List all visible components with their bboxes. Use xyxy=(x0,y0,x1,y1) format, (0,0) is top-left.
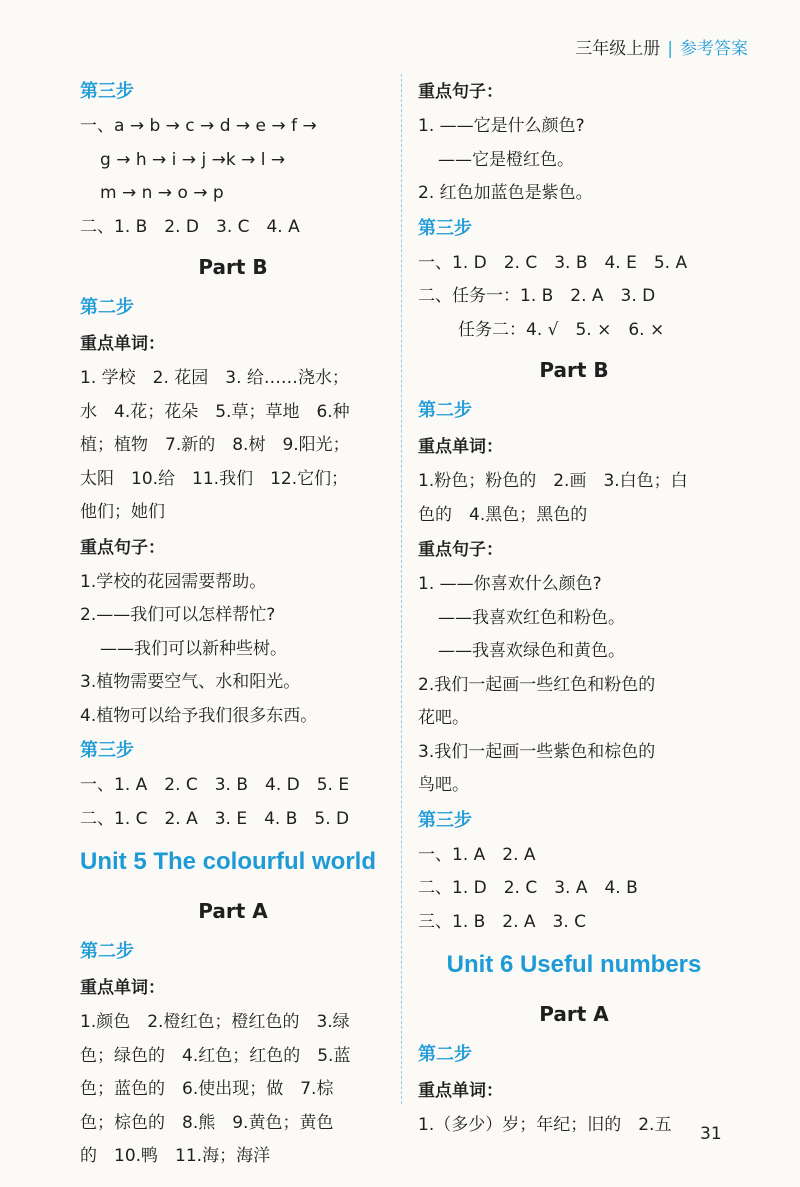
answer-line: 水 4.花；花朵 5.草；草地 6.种 xyxy=(80,401,350,422)
answer-line: 1.（多少）岁；年纪；旧的 2.五 xyxy=(418,1115,672,1135)
step-heading: 第三步 xyxy=(80,81,134,102)
answer-line: 色；蓝色的 6.使出现；做 7.棕 xyxy=(80,1079,334,1099)
header-divider: | xyxy=(667,39,673,59)
step-heading: 第二步 xyxy=(80,941,134,962)
answer-line: 二、1. C 2. A 3. E 4. B 5. D xyxy=(80,808,350,829)
section-label: 重点单词： xyxy=(80,978,165,998)
answer-line: 3.植物需要空气、水和阳光。 xyxy=(80,672,301,692)
section-label: 重点句子： xyxy=(80,537,165,558)
answer-line: 二、1. B 2. D 3. C 4. A xyxy=(80,216,300,237)
header-grade: 三年级上册 xyxy=(575,39,661,59)
part-heading: Part A xyxy=(198,899,268,923)
answer-line: 的 10.鸭 11.海；海洋 xyxy=(80,1146,271,1166)
step-heading: 第二步 xyxy=(418,400,472,421)
answer-line: 二、任务一：1. B 2. A 3. D xyxy=(418,286,656,306)
column-divider xyxy=(401,74,402,1104)
answer-line: 一、1. A 2. A xyxy=(418,844,536,865)
answer-line: 任务二：4. √ 5. × 6. × xyxy=(458,319,665,340)
part-heading: Part B xyxy=(198,255,268,279)
step-heading: 第二步 xyxy=(80,297,134,318)
answer-line: 一、1. A 2. C 3. B 4. D 5. E xyxy=(80,775,350,795)
answer-line: 色的 4.黑色；黑色的 xyxy=(418,504,588,525)
section-label: 重点单词： xyxy=(418,437,503,457)
step-heading: 第二步 xyxy=(418,1044,472,1065)
answer-line: 1. 学校 2. 花园 3. 给……浇水； xyxy=(80,368,349,388)
step-heading: 第三步 xyxy=(80,740,134,761)
answer-line: 2.我们一起画一些红色和粉色的 xyxy=(418,674,656,695)
unit-title: Unit 6 Useful numbers xyxy=(446,951,702,978)
answer-line: ——我们可以新种些树。 xyxy=(100,638,287,659)
left-column xyxy=(80,74,386,1174)
answer-line: 2.——我们可以怎样帮忙? xyxy=(80,605,276,625)
unit-title: Unit 5 The colourful world xyxy=(80,848,376,875)
page-number: 31 xyxy=(700,1124,722,1144)
answer-line: 1.学校的花园需要帮助。 xyxy=(80,571,267,592)
answer-line: ——我喜欢红色和粉色。 xyxy=(438,607,625,628)
answer-line: 色；棕色的 8.熊 9.黄色；黄色 xyxy=(80,1112,334,1133)
answer-line: ——它是橙红色。 xyxy=(438,149,574,170)
answer-line: 1. ——它是什么颜色? xyxy=(418,116,585,136)
answer-line: 1. ——你喜欢什么颜色? xyxy=(418,574,602,594)
section-label: 重点句子： xyxy=(418,540,503,560)
answer-line: 他们；她们 xyxy=(80,502,165,522)
part-heading: Part B xyxy=(539,358,609,382)
answer-line: 3.我们一起画一些紫色和棕色的 xyxy=(418,741,656,762)
answer-line: 植；植物 7.新的 8.树 9.阳光； xyxy=(80,435,350,455)
answer-line: 4.植物可以给予我们很多东西。 xyxy=(80,705,318,726)
right-column xyxy=(418,74,730,1143)
answer-line: 色；绿色的 4.红色；红色的 5.蓝 xyxy=(80,1045,351,1066)
answer-line: 鸟吧。 xyxy=(418,775,469,795)
step-heading: 第三步 xyxy=(418,217,472,239)
answer-line: m → n → o → p xyxy=(100,183,224,203)
answer-line: 1.颜色 2.橙红色；橙红色的 3.绿 xyxy=(80,1012,350,1032)
answer-line: 二、1. D 2. C 3. A 4. B xyxy=(418,878,638,898)
answer-line: 2. 红色加蓝色是紫色。 xyxy=(418,183,593,203)
answer-line: 花吧。 xyxy=(418,708,469,728)
answer-line: 1.粉色；粉色的 2.画 3.白色；白 xyxy=(418,471,688,491)
answer-line: g → h → i → j →k → l → xyxy=(100,149,286,170)
header-answers: 参考答案 xyxy=(680,39,748,59)
part-heading: Part A xyxy=(539,1002,609,1026)
step-heading: 第三步 xyxy=(418,809,472,831)
answer-line: 一、a → b → c → d → e → f → xyxy=(80,116,317,136)
section-label: 重点单词： xyxy=(418,1081,503,1101)
answer-line: 太阳 10.给 11.我们 12.它们； xyxy=(80,468,349,489)
answer-line: 三、1. B 2. A 3. C xyxy=(418,911,587,932)
answer-line: 一、1. D 2. C 3. B 4. E 5. A xyxy=(418,252,688,273)
answer-line: ——我喜欢绿色和黄色。 xyxy=(438,641,625,661)
section-label: 重点句子： xyxy=(418,82,503,102)
section-label: 重点单词： xyxy=(80,334,165,354)
page-header xyxy=(575,34,748,59)
